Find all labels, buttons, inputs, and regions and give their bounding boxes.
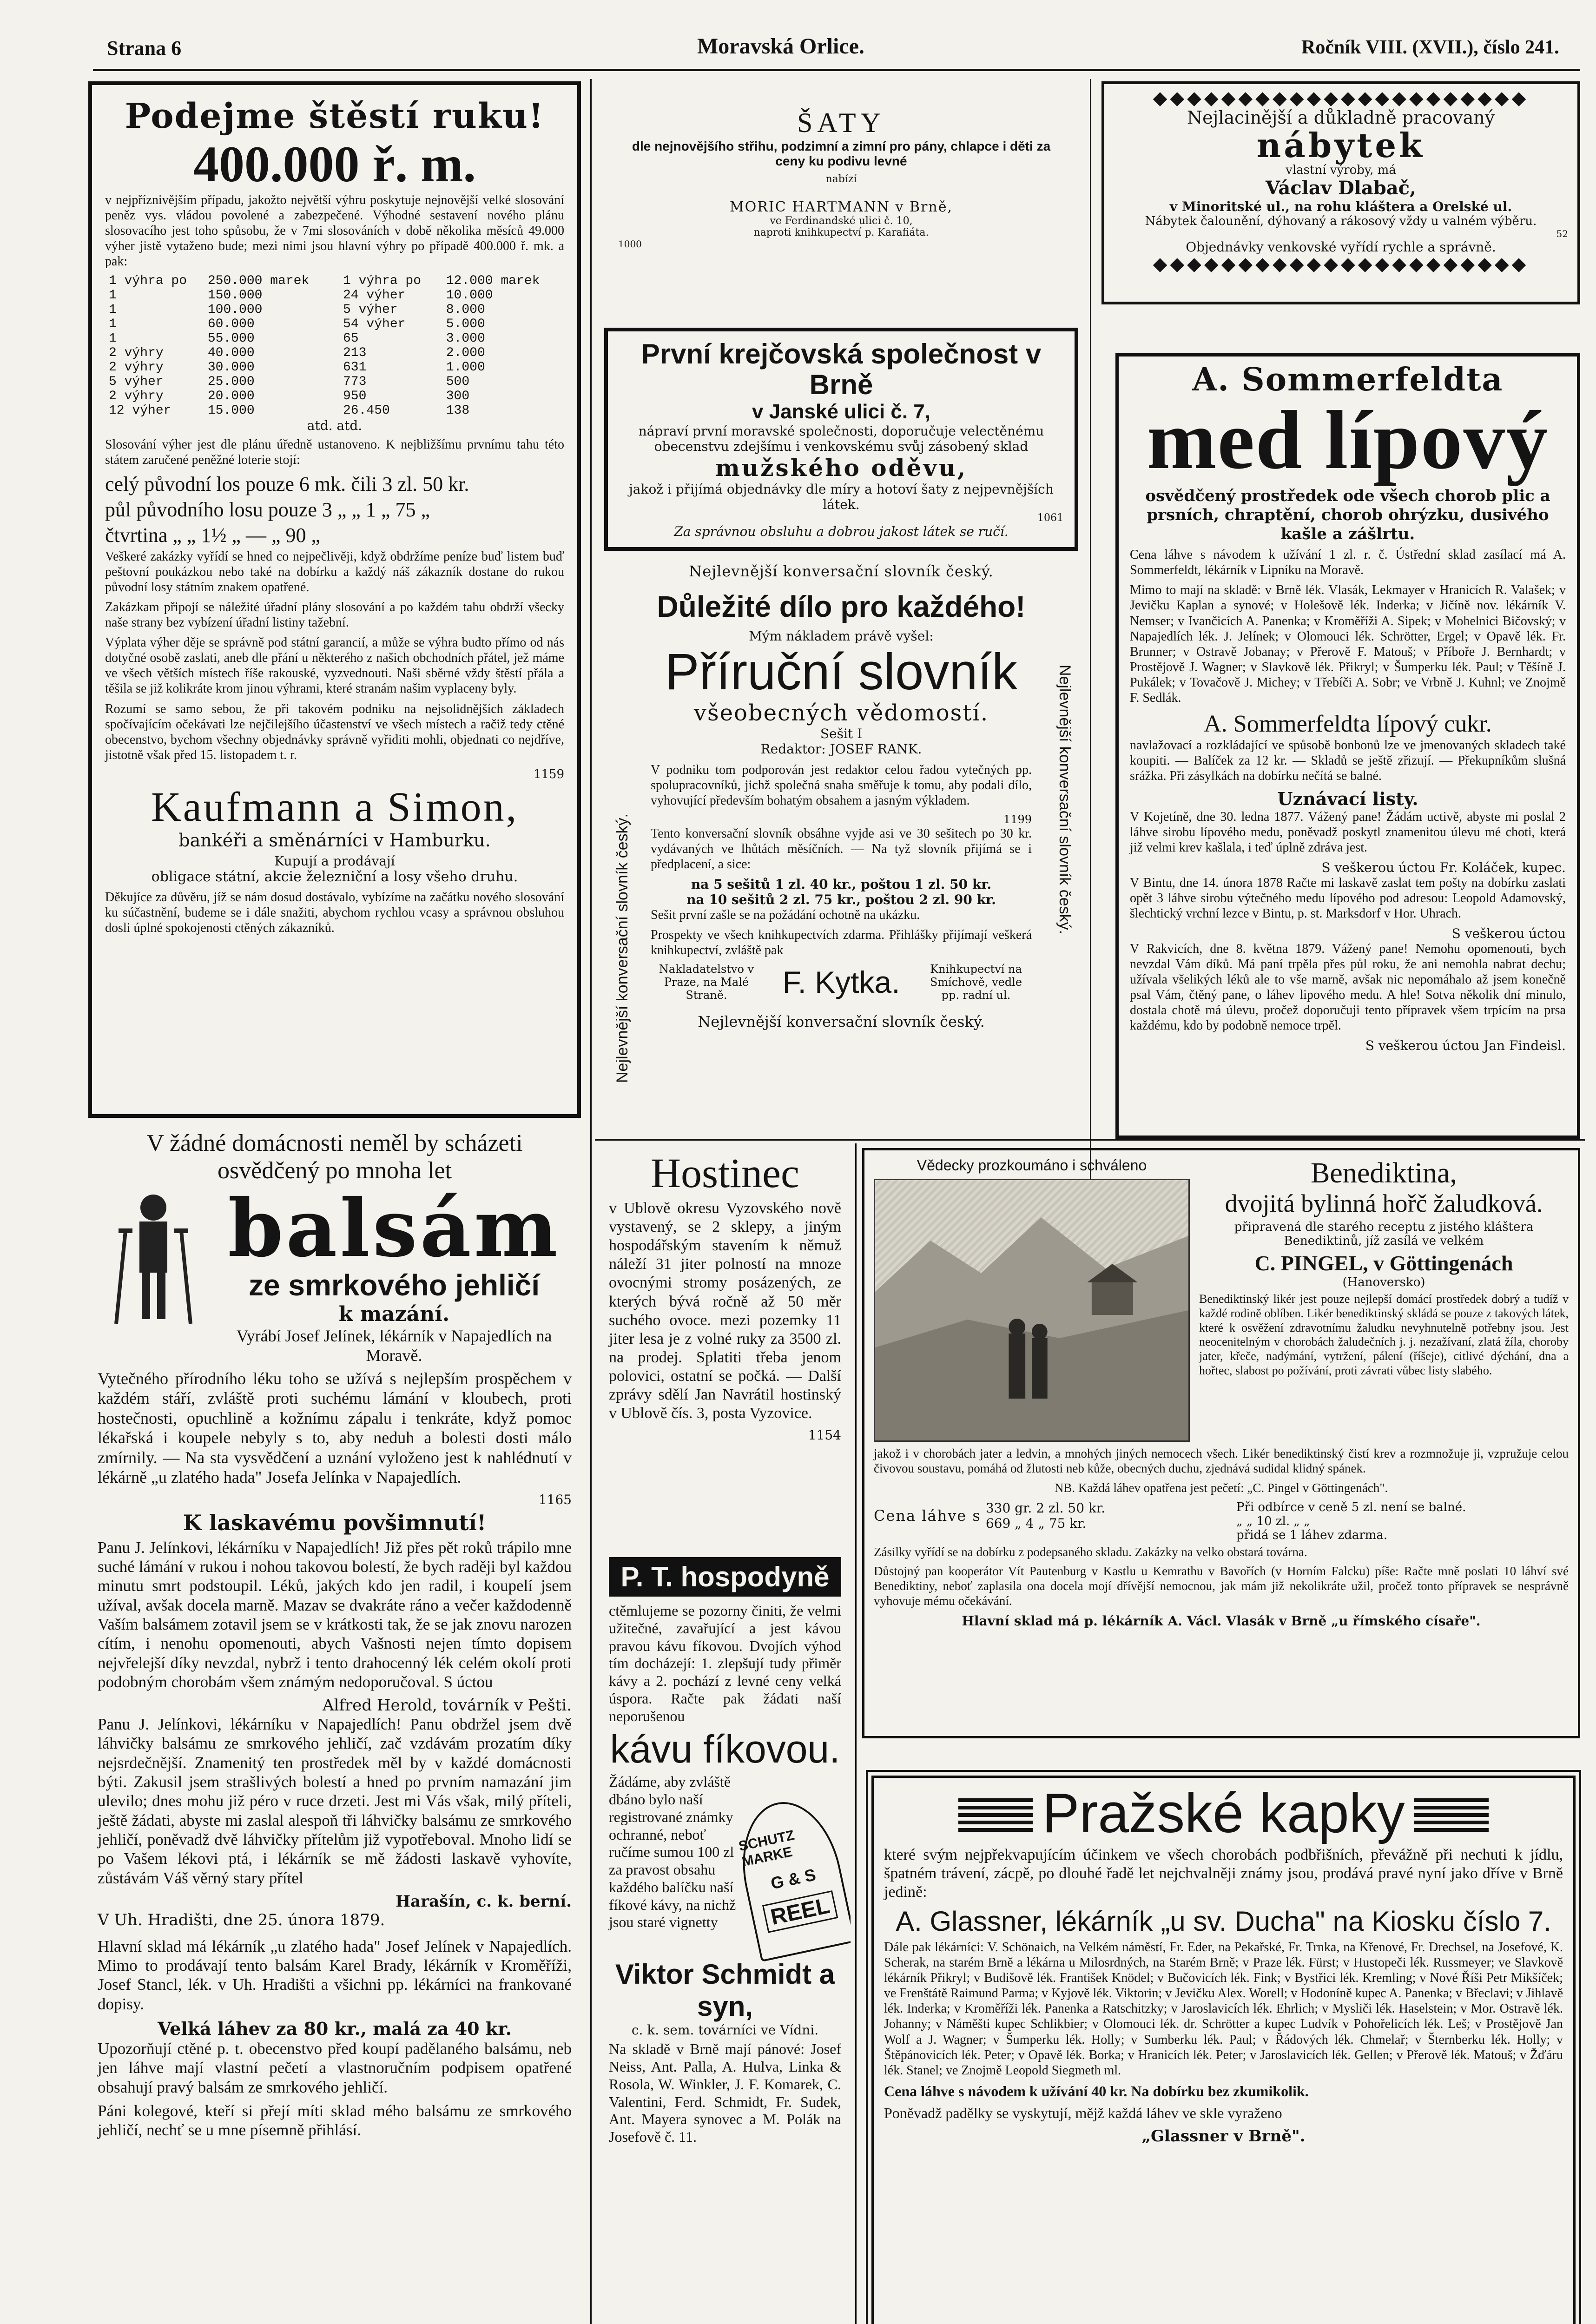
benediktina-body-1: Benediktinský likér jest pouze nejlepší domácí prostředek dobrý a tudíž v každé rodině oblíben. Likér benediktinský skládá se pouze z takových látek, které k osvěžení zdravotnímu žaludku nevyhnutelně potřebny jsou. Jest neocenitelným v chorobách žaludečních j. j. nezažívaní, zlatá žíla, choroby jater, křeče, nadýmání, vytržení, pálení (říšeje), citlivé dýchání, dna a hořtec, slabost po požívání, proti závrati vůbec listy slabého. <box>1199 1292 1569 1377</box>
dictionary-ad <box>600 558 1083 1139</box>
dictionary-publisher-left: Nakladatelstvo v Praze, na Malé Straně. <box>659 963 754 1002</box>
benediktina-body-3: NB. Každá láhev opatřena jest pečetí: „C. Pingel v Göttingenách". <box>1054 1480 1388 1495</box>
trademark-top: SCHUTZ MARKE <box>737 1827 796 1870</box>
furniture-line-1: Nejlacinější a důkladně pracovaný <box>1187 107 1495 128</box>
balsam-closing: Páni kolegové, kteří si přejí míti sklad mého balsámu ze smrkového jehličí, nechť se u mne písemně přihlásí. <box>98 2101 572 2139</box>
reel-trademark <box>730 1793 851 1962</box>
benediktina-testimonial: Důstojný pan kooperátor Vít Pautenburg v Kastlu u Kemrathu v Bavořích (v Horním Falcku) píše: Račte mně poslati 10 láhví své Benediktiny, neboť zaplasila ona docela mojí dřívější nemocnou, jak mám již nekolikráte užil, pročež tonto přípravek se nesprávně vyhovuje mému očekávání. <box>874 1564 1569 1608</box>
dictionary-body-2: Tento konversační slovník obsáhne vyjde asi ve 30 sešitech po 30 kr. vydávaných ve lhůtách měsíčních. — Na tyž slovník přijímá se i předplacení, a sice: <box>651 826 1032 872</box>
saty-address-2: naproti knihkupectví p. Karafiáta. <box>753 227 929 238</box>
drops-price: Cena láhve s návodem k užívání 40 kr. Na dobírku bez zkumikolik. <box>884 2082 1309 2100</box>
dictionary-subscription-2: na 10 sešitů 2 zl. 75 kr., poštou 2 zl. 90 kr. <box>686 892 996 908</box>
balsam-letter-1: Panu J. Jelínkovi, lékárníku v Napajedlích! Již přes pět roků trápilo mne suché lámání v rukou i nohou takovou bolestí, že bych raději byl každou minutu smrt podstoupil. Léků, jakých kdo jen radil, i koupelí jsem užíval, avšak docela marně. Mazav se dvakráte ráno a večer každodenně Vaším balsámem zotavil jsem se v krátkosti tak, že se jak znovu narozen cítím, i nenohu opomenouti, abych Vašnosti nejen tímto dopisem nejvřelejší díky nevzdal, nybrž i tento drahocenný lék celém okolí proti podobným chorobám všem známým nedoporučoval. S úctou <box>98 1538 572 1691</box>
benediktina-firm: C. PINGEL, v Göttingenách <box>1254 1251 1513 1275</box>
tailor-body: jakož i přijímá objednávky dle míry a hotoví šaty z nejpevnějších látek. <box>629 482 1054 512</box>
bank-thanks: Děkujíce za důvěru, jíž se nám dosud dostávalo, vybízíme na začátku nového slosování ku súčastnění, budeme se i dále snažiti, abychom rychlou vcasy a správnou obsluhou dosli úplné spokojenosti ctěných zákazníků. <box>105 890 564 935</box>
dictionary-part: Sešit I <box>820 726 863 741</box>
drops-warning: Poněvadž padělky se vyskytují, mějž každá láhev ve skle vyraženo <box>884 2105 1282 2122</box>
bank-name: Kaufmann a Simon, <box>151 784 519 830</box>
benediktina-price-2: 669 „ 4 „ 75 kr. <box>985 1515 1087 1531</box>
furniture-ad <box>1101 81 1580 304</box>
dictionary-publisher-right: Knihkupectví na Smíchově, vedle pp. radní ul. <box>930 963 1022 1002</box>
draw-text: Slosování výher jest dle plánu úředně ustanoveno. K nejbližšímu prvnímu tahu této státem zaručené peněžné loterie stojí: <box>105 437 564 468</box>
balsam-letter-2: Panu J. Jelínkovi, lékárníku v Napajedlích! Panu obdržel jsem dvě láhvičky balsámu ze smrkového jehličí, zač vzdávám prozatím díky nejsrdečnější. Znamenitý ten prostředek měl by v každé domácnosti býti. Zakusil jsem strašlivých bolestí a hned po prvním namazání jim ulevilo; dnes mohu již péro v ruce drzeti. Jest mi Vás však, milý příteli, ještě žádati, abyste mi zaslal alespoň tři láhvičky balsámu ze smrkového jehličí, poněvadž dvě láhvičky přítelům již vypotřeboval. Mnoho lidí se po Vašem lékovi ptá, i lékárník se mě žádosti laskavě vyhovíte, zůstávám Váš věrný stary přítel <box>98 1715 572 1887</box>
furniture-body: Nábytek čalounění, dýhovaný a rákosový vždy u valném výběru. <box>1145 214 1537 228</box>
benediktina-ad <box>862 1148 1580 1738</box>
dictionary-top: Nejlevnější konversační slovník český. <box>689 562 994 580</box>
furniture-name: Václav Dlabač, <box>1266 177 1416 199</box>
inn-title: Hostinec <box>651 1150 799 1196</box>
dictionary-body-3: Sešit první zašle se na požádání ochotně na ukázku. <box>651 908 920 923</box>
furniture-footer: Objednávky venkovské vyřídí rychle a správně. <box>1186 239 1496 255</box>
table-row: 2 výhry 20.000 <box>109 389 255 404</box>
honey-letter-3: V Rakvicích, dne 8. května 1879. Vážený pane! Nemohu opomenouti, bych nevzdal Vám díků. Má paní trpěla přes půl roku, že ani nemohla nabrat dechu; užívala všelikých léků ale to vše marně, avšak nic nepomáhalo až jsem konečně psal Vám, čtěný pane, o láhev lipového medu. A hle! Sotva několik dní minulo, dostala chotě má úlevu, pročež doporučuji tento přípravek všem trpícím na prsa každému, kdo by podobně nemoce trpěl. <box>1130 941 1566 1033</box>
furniture-line-2: vlastní výroby, má <box>1286 163 1396 177</box>
trademark-bottom: REEL <box>762 1890 838 1933</box>
dictionary-side-left: Nejlevnější konversační slovník český. <box>613 813 631 1083</box>
dictionary-subscription-1: na 5 sešitů 1 zl. 40 kr., poštou 1 zl. 50 kr. <box>691 877 992 892</box>
lottery-body-2: Zakázkam připojí se náležité úřadní plány slosování a po každém tahu obdrží všecky naše strany bez vybízení úřadní listiny tažební. <box>105 600 564 630</box>
benediktina-price-label: Cena láhve s <box>874 1506 981 1525</box>
inn-body: v Ublově okresu Vyzovského nově vystavený, se 2 sklepy, a jiným hospodářským stavením k němuž náleží 31 jiter polností na mnoze ovocnými stromy posázených, ze kterých bývá ročně až 50 měr suchého ovoce. mezi pozemky 11 jiter lesa je z volné ruky za 3500 zl. na prodej. Splatiti třeba jenom polovici, ostatní se počká. — Další zprávy sdělí Jan Navrátil hostinský v Ublově čís. 3, posta Vyzovice. <box>609 1200 841 1422</box>
prize-table-footer: atd. atd. <box>307 418 363 434</box>
saty-ad-number: 1000 <box>618 238 642 250</box>
benediktina-subtitle: dvojitá bylinná hořč žaludková. <box>1225 1189 1543 1217</box>
drops-intro: které svým nejpřekvapujícím účinkem ve všech chorobách podbřišních, převážně při nechuti k jídlu, špatném trávení, zácpě, po dlouhé řadě let nejchvalněji známy jsou, prodává pravé nyní jako dříve v Brně jedině: <box>884 1846 1563 1901</box>
tailor-sub: nápraví první moravské společnosti, doporučuje velectěnému obecenstvu zdejšímu i venkovskému svůj zásobený sklad <box>638 423 1044 454</box>
honey-letter-2: V Bintu, dne 14. února 1878 Račte mi laskavě zaslat tem pošty na dobírku zaslati opět 3 láhve sirobu výtečného medu lípového pod adresou: Leopold Adamovský, šlechtický vrchní lezce v Bintu, p. st. Marksdorf v Hor. Uhrach. <box>1130 875 1566 921</box>
balsam-warning: Upozorňují ctěné p. t. obecenstvo před koupí padělaného balsámu, neb jen láhve mají vlastní pečetí a vlastnoručním podpisem opatřené obsahují pravý balsám ze smrkového jehličí. <box>98 2040 572 2096</box>
dictionary-body-1: V podniku tom podporován jest redaktor celou řadou vytečných pp. spolupracovníků, jichž společná snaha směřuje k tomu, aby podali dílo, vyhovující především bohatým obsahem a jasným výkladem. <box>651 763 1032 808</box>
tailor-ad-number: 1061 <box>1037 512 1063 524</box>
column-rule-1 <box>590 79 592 2324</box>
tailor-address: v Janské ulici č. 7, <box>752 400 930 423</box>
newspaper-title: Moravská Orlice. <box>697 34 864 59</box>
honey-body-1: Cena láhve s návodem k užívání 1 zl. r. č. Ústřední sklad zasílací má A. Sommerfeldt, lékárník v Lipníku na Moravě. <box>1130 548 1566 578</box>
balsam-letter-1-signature: Alfred Herold, továrník v Pešti. <box>322 1696 572 1715</box>
table-row: 773 500 <box>343 375 470 390</box>
drops-title: Pražské kapky <box>1042 1782 1405 1844</box>
honey-signature-3: S veškerou úctou Jan Findeisl. <box>1365 1038 1566 1054</box>
honey-ad <box>1115 353 1580 1139</box>
honey-signature-1: S veškerou úctou Fr. Koláček, kupec. <box>1321 859 1566 875</box>
inn-ad <box>600 1148 851 1548</box>
furniture-address: v Minoritské ul., na rohu kláštera a Orelské ul. <box>1169 198 1512 214</box>
saty-line-1: dle nejnovějšího střihu, podzimní a zimní pro pány, chlapce i děti za ceny ku podivu levné <box>632 139 1051 168</box>
balsam-intro-2: osvědčený po mnoha let <box>218 1157 452 1184</box>
bank-line: Kupují a prodávají <box>274 853 395 869</box>
balsam-word: balsám <box>228 1182 561 1275</box>
lottery-headline: Podejme štěstí ruku! <box>125 96 545 136</box>
lottery-ad <box>88 81 581 1118</box>
dictionary-title-2: všeobecných vědomostí. <box>693 700 989 726</box>
saty-line-2: nabízí <box>825 173 857 185</box>
decorative-bars-left <box>958 1795 1033 1832</box>
dictionary-bottom: Nejlevnější konversační slovník český. <box>698 1013 985 1031</box>
honey-firm: A. Sommerfeldta <box>1192 361 1504 398</box>
furniture-word: nábytek <box>1256 125 1425 165</box>
balsam-ad <box>88 1125 581 2324</box>
lottery-ad-number: 1159 <box>533 767 564 781</box>
dictionary-ad-number: 1199 <box>1003 813 1032 826</box>
prize-table-right <box>339 274 564 418</box>
benediktina-region: (Hanoversko) <box>1342 1275 1425 1290</box>
middle-divider <box>595 1139 1585 1141</box>
price-whole: celý původní los pouze 6 mk. čili 3 zl. 50 kr. <box>105 473 469 496</box>
tailor-goods: mužského oděvu, <box>715 454 968 482</box>
prague-drops-ad <box>871 1776 1576 2324</box>
bank-line-2: obligace státní, akcie železniční a losy všeho druhu. <box>151 868 518 885</box>
honey-acknowledgements: Uznávací listy. <box>1277 788 1418 809</box>
lottery-body-3: Výplata výher děje se správně pod státní garancií, a může se výhra budto přímo od nás dotyčné osobě zaslati, aneb dle přání u některého z našich obchodních přátel, jež máme ve všech větších místech říše rakouské, vyzvednouti. Naši sběrné vždy štěstí přála a těšila se již kolikráte krom jinou výhrami, které stranám našim vyplaceny byly. <box>105 635 564 696</box>
coffee-big: kávu fíkovou. <box>610 1727 840 1771</box>
balsam-sub-2: k mazání. <box>338 1302 450 1326</box>
dictionary-publisher: F. Kytka. <box>782 965 900 1000</box>
table-row: 1 výhra po 250.000 marek <box>109 274 310 289</box>
price-quarter: čtvrtina „ „ 1½ „ — „ 90 „ <box>105 524 321 547</box>
tailor-title: První krejčovská společnost v Brně <box>641 338 1042 400</box>
balsam-body-1: Vytečného přírodního léku toho se užívá s nejlepším prospěchem v každém stáří, zvláště proti suchému lámání v kloubech, proti hostečnosti, opuchlině a kožnímu zápalu i tenkráte, když pomoc lékařská i koupele nebyly s to, aby neduh a bolesti dosti málo zmírnily. — Na sta vysvědčení a uznání vyloženo jest k nahlédnutí v lékárně „u zlatého hada" Josefa Jelínka v Napajedlích. <box>98 1369 572 1487</box>
man-with-crutches-illustration <box>98 1189 209 1328</box>
dictionary-body-4: Prospekty ve všech knihkupectvích zdarma. Přihlášky přijímají veškerá knihkupectví, zvláště pak <box>651 928 1032 958</box>
diamond-border-top: ◆◆◆◆◆◆◆◆◆◆◆◆◆◆◆◆◆◆◆◆◆◆ <box>1153 87 1529 109</box>
lottery-body-4: Rozumí se samo sebou, že při takovém podniku na nejsolidnějších základech spočívajícím očekávati lze nejčilejšího účastenství ve všech místech a račiž tedy ctěné obecenstvo, bychom všechny objednávky správně vyřiditi mohli, objednati co nejdříve, jistotně však před 15. listopadem t. r. <box>105 701 564 762</box>
table-row: 12 výher 15.000 <box>109 403 255 418</box>
table-row: 5 výher 25.000 <box>109 375 255 390</box>
drops-seller: A. Glassner, lékárník „u sv. Ducha" na Kiosku číslo 7. <box>896 1906 1551 1937</box>
lottery-body-1: Veškeré zakázky vyřídí se hned co nejpečlivěji, když obdržíme peníze buď listem buď peštovní poukázkou nebo také na dobírku a každý náš zákazník dostane do rukou původní losy státním znakem opatřené. <box>105 549 564 595</box>
tailor-ad <box>604 328 1078 551</box>
dictionary-side-right: Nejlevnější konversační slovník český. <box>1056 665 1074 935</box>
balsam-letter-2-place: V Uh. Hradišti, dne 25. února 1879. <box>98 1910 385 1929</box>
table-row: 2 výhry 30.000 <box>109 360 255 375</box>
coffee-ad <box>600 1552 851 2324</box>
benediktina-price-1: 330 gr. 2 zl. 50 kr. <box>985 1500 1106 1516</box>
saty-ad <box>600 84 1083 316</box>
header-rule <box>93 69 1580 71</box>
table-row: 1 100.000 <box>109 303 263 317</box>
coffee-firm-sub: c. k. sem. továrníci ve Vídni. <box>631 2022 819 2038</box>
balsam-letter-2-signature: Harašín, c. k. berní. <box>396 1892 572 1911</box>
furniture-ad-number: 52 <box>1556 228 1568 239</box>
drops-stamp: „Glassner v Brně". <box>1141 2127 1306 2146</box>
coffee-sellers: Na skladě v Brně mají pánové: Josef Neiss, Ant. Palla, A. Hulva, Linka & Rosola, W. Winkler, J. F. Komarek, C. Valentini, Ferd. Schmidt, Fr. Sudek, Ant. Mayera synovec a M. Polák na Josefově č. 11. <box>609 2040 841 2145</box>
inn-ad-number: 1154 <box>808 1427 841 1443</box>
tailor-motto: Za správnou obsluhu a dobrou jakost látek se ručí. <box>674 524 1009 539</box>
table-row: 5 výher 8.000 <box>343 303 485 317</box>
balsam-intro-1: V žádné domácnosti neměl by scházeti <box>146 1130 523 1156</box>
diamond-border-bottom: ◆◆◆◆◆◆◆◆◆◆◆◆◆◆◆◆◆◆◆◆◆◆ <box>1153 253 1529 275</box>
saty-firm: MORIC HARTMANN v Brně, <box>729 199 953 215</box>
honey-signature-2: S veškerou úctou <box>1451 925 1566 941</box>
benediktina-title: Benediktina, <box>1310 1157 1458 1189</box>
table-row: 1 výhra po 12.000 marek <box>343 274 540 289</box>
table-row: 1 55.000 <box>109 331 255 346</box>
balsam-maker: Vyrábí Josef Jelínek, lékárník v Napajedlích na Moravě. <box>236 1327 552 1365</box>
honey-letter-1: V Kojetíně, dne 30. ledna 1877. Vážený pane! Žádám uctivě, abyste mi poslal 2 láhve sirobu lípového medu, poněvadž poskytl znamenitou úlevu mé choti, která již velmi krev kašlala, i teď úplně zdráva jest. <box>1130 809 1566 855</box>
honey-sugar: A. Sommerfeldta lípový cukr. <box>1204 710 1492 737</box>
drops-body: Dále pak lékárníci: V. Schönaich, na Velkém náměstí, Fr. Eder, na Pekařské, Fr. Trnka, na Křenové, Fr. Drechsel, na Josefové, K. Scherak, na starém Brně a lékárna u Milosrdných, na Starém Brně; v Praze lék. Fürst; v Hustopeči lék. Russmeyer; ve Slavkově lékárník Přikryl; v Budišově lék. František Knödel; v Bučovicích lék. Fink; v Bystřici lék. Kremling; v Nové Říši Petr Mikšíček; ve Frenštátě Raimund Parma; v Kyjově lék. Viktorin; v Jevičku Alex. Worell; v Hodoníně kupec A. Panenka; v Břeclavi; v Jihlavě lék. Inderka; v Kroměříži lék. Panenka a Ratschitzky; v Jaroslavicích lék. Ehrlich; v Mysliči lék. Haselstein; v Mor. Ostravě lék. Johanny; v Náměšti kupec Schlikbier; v Olomouci lék. dr. Schrötter a kupec Ludvík v Pohořelicích lék. Leš; v Prostějově Jan Wolf a J. Wagner; v Šumperku lék. Holly; v Sumberku lék. Paul; v Řádových lék. Chmelař; v Šternberku lék. Holly; v Štěpánovicích lék. Peter; v Opavě lék. Borka; v Hranicích lék. Peter; v Jaroslavicích lék. Gellen; v Přerově lék. Matouš; v Žďáru lék. Stanel; ve Znojmě Leopold Siegmeth ml. <box>884 1940 1563 2078</box>
lottery-intro: v nejpříznivějším případu, jakožto největší výhru poskytuje nejnovější velké slosování peněz vys. vládou povolené a zabezpečené. Výhodné sestavení nového plánu slosovacího jest toho spůsobu, že v 7mi slosováních v době několika měsíců 49.000 výher jistě vytaženo bude; mezi nimi jsou hlavní výhry po případě 400.000 ř. mk. a pak: <box>105 193 564 269</box>
table-row: 631 1.000 <box>343 360 485 375</box>
table-row: 65 3.000 <box>343 331 485 346</box>
benediktina-label: Vědecky prozkoumáno i schváleno <box>917 1157 1147 1174</box>
table-row: 54 výher 5.000 <box>343 317 485 332</box>
saty-title: ŠATY <box>797 107 886 138</box>
coffee-divider <box>855 1143 857 2324</box>
lottery-amount: 400.000 ř. m. <box>193 136 476 192</box>
coffee-title: P. T. hospodyně <box>609 1557 841 1597</box>
benediktina-postage-1: Při odbírce v ceně 5 zl. není se balné. <box>1236 1500 1466 1514</box>
monastery-landscape-illustration <box>874 1179 1190 1442</box>
honey-title: med lípový <box>1147 394 1549 486</box>
price-half: půl původního losu pouze 3 „ „ 1 „ 75 „ <box>105 498 430 522</box>
balsam-depot: Hlavní sklad má lékárník „u zlatého hada" Josef Jelínek v Napajedlích. Mimo to prodávají tento balsám Karel Brady, lékárník v Kroměříži, Josef Stancl, lék. v Uh. Hradišti a všichni pp. lékárníci na frankované dopisy. <box>98 1937 572 2013</box>
issue-info: Ročník VIII. (XVII.), číslo 241. <box>1301 37 1559 58</box>
honey-sugar-body: navlažovací a rozkládající ve spůsobě bonbonů lze ve jmenovaných skladech také koupiti. — Balíček za 12 kr. — Skladů se ještě zřizují. — Překupníkům slušná srážka. Při zásylkách na dobírku nečítá se balné. <box>1130 738 1566 783</box>
table-row: 1 150.000 <box>109 288 263 303</box>
coffee-firm: Viktor Schmidt a syn, <box>615 1959 835 2022</box>
coffee-body: ctěmlujeme se pozorny činiti, že velmi užitečné, zavařující a jest kávou pravou kávu fíkovou. Dvojích výhod tím docházejí: 1. zlepšují tudy přiměr kávy a 2. pochází z levné ceny velká úspora. Račte pak žádati naší neporušenou <box>609 1602 841 1724</box>
saty-address-1: ve Ferdinandské ulici č. 10, <box>770 215 913 227</box>
dictionary-title-1: Příruční slovník <box>665 643 1018 700</box>
table-row: 2 výhry 40.000 <box>109 346 255 361</box>
trademark-mid: G & S <box>769 1864 818 1893</box>
honey-sub: osvědčený prostředek ode všech chorob plic a prsních, chraptění, chorob ohrýzku, dusivého kašle a zášlrtu. <box>1145 487 1550 543</box>
honey-body-2: Mimo to mají na skladě: v Brně lék. Vlasák, Lekmayer v Hranicích R. Valašek; v Jevičku Kaplan a synové; v Holešově lék. Inderka; v Jičíně nov. lékárník V. Nemser; v Ivančicích A. Panenka; v Kroměříži A. Sipek; v Mohelnici Bičovský; v Napajedlích lék. J. Jelínek; v Olomouci lék. Schrötter, Ergel; v Opavě lék. Fr. Brunner; v Ostravě Jobanay; v Přerově F. Matouš; v Příboře J. Bernhardt; v Prostějově J. Wagner; v Slavkově lék. Přikryl; v Šumperku lék. Paul; v Těšíně J. Pukálek; v Tovačově J. Michey; v Třebíči A. Sobr; ve Vrbně J. Kuhnl; ve Znojmě F. Sedlák. <box>1130 583 1566 705</box>
page-number: Strana 6 <box>107 37 182 59</box>
coffee-body-2: Žádáme, aby zvláště dbáno bylo naší registrované známky ochranné, neboť ručíme sumou 100 zl za pravost obsahu každého balíčku naší fíkové kávy, na nichž jsou staré vignetty <box>609 1773 736 1931</box>
table-row: 24 výher 10.000 <box>343 288 493 303</box>
prize-table-left <box>105 274 330 418</box>
dictionary-headline: Důležité dílo pro každého! <box>657 590 1026 623</box>
benediktina-postage-3: přidá se 1 láhev zdarma. <box>1236 1528 1388 1542</box>
balsam-sub-1: ze smrkového jehličí <box>248 1268 540 1302</box>
benediktina-depot: Hlavní sklad má p. lékárník A. Václ. Vlasák v Brně „u římského císaře". <box>962 1613 1481 1629</box>
table-row: 1 60.000 <box>109 317 255 332</box>
benediktina-shipping: Zásilky vyřídí se na dobírku z podepsaného skladu. Zakázky na velko obstará továrna. <box>874 1545 1307 1559</box>
benediktina-postage-2: „ „ 10 zl. „ „ <box>1236 1514 1310 1528</box>
balsam-price: Velká láhev za 80 kr., malá za 40 kr. <box>158 2018 512 2040</box>
table-row: 26.450 138 <box>343 403 470 418</box>
dictionary-intro: Mým nákladem právě vyšel: <box>749 628 934 644</box>
table-row: 950 300 <box>343 389 470 404</box>
benediktina-body-2: jakož i v chorobách jater a ledvin, a mnohých jiných nemocech všech. Likér benediktinský čistí krev a rozmnožuje ji, vzpružuje celou čivovou soustavu, pomáhá od žlutosti neb kůže, obecných duchu, zjednává sudidal klidný spánek. <box>874 1446 1569 1475</box>
bank-subtitle: bankéři a směnárníci v Hamburku. <box>178 830 491 851</box>
dictionary-editor: Redaktor: JOSEF RANK. <box>760 741 922 757</box>
column-rule-2 <box>1090 79 1091 1195</box>
balsam-heading: K laskavému povšimnutí! <box>183 1510 487 1535</box>
table-row: 213 2.000 <box>343 346 485 361</box>
decorative-bars-right <box>1414 1795 1489 1832</box>
balsam-ad-number: 1165 <box>538 1492 572 1507</box>
benediktina-prep: připravená dle starého receptu z jistého kláštera Benediktinů, jíž zasílá ve velkém <box>1234 1220 1534 1248</box>
